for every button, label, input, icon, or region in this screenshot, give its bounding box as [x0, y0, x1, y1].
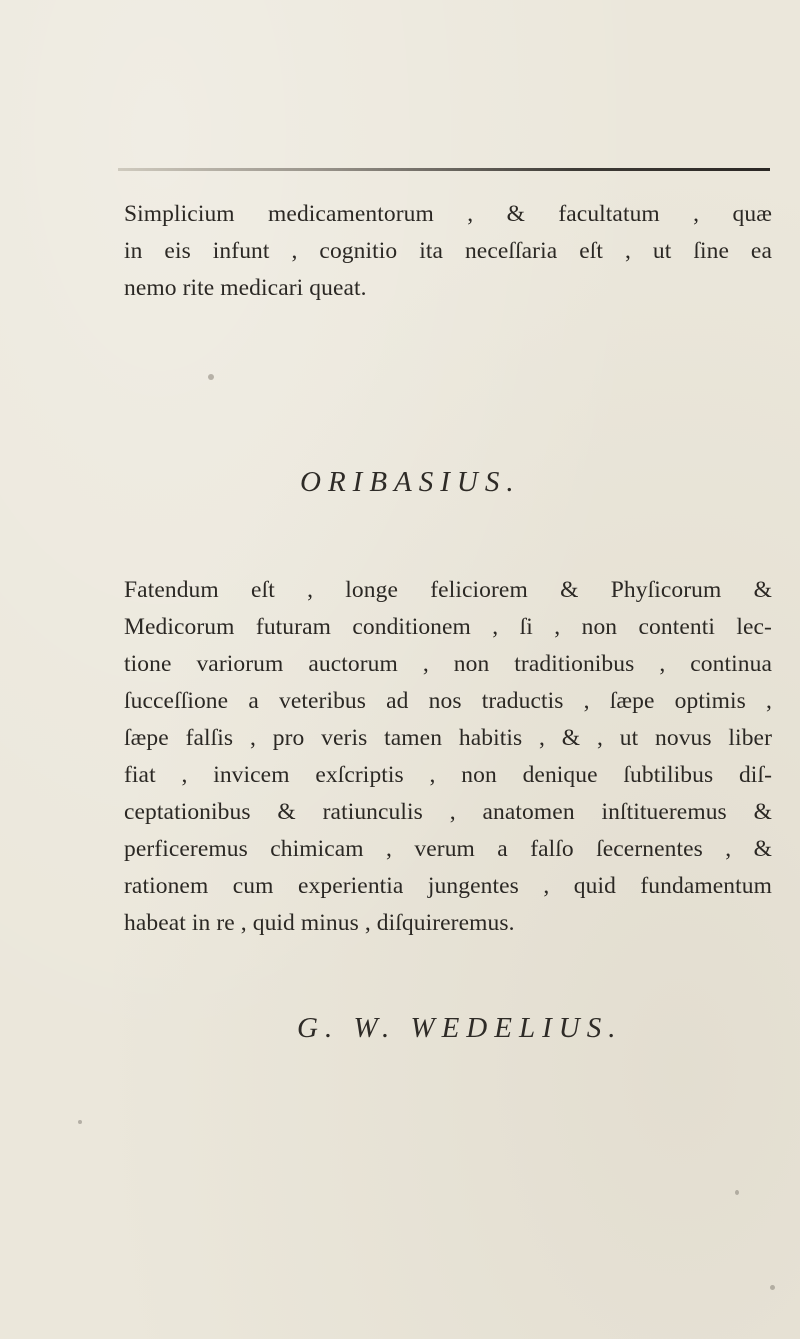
- author-wedelius: G. W. WEDELIUS.: [297, 1012, 623, 1044]
- paper-speck: [735, 1190, 739, 1195]
- paper-speck: [78, 1120, 82, 1124]
- quote-line: ſucceſſione a veteribus ad nos traductis , ſæpe optimis ,: [124, 688, 772, 714]
- quote-line: Medicorum futuram conditionem , ſi , non contenti lec-: [124, 614, 772, 640]
- quote-line: fiat , invicem exſcriptis , non denique ſubtilibus diſ-: [124, 762, 772, 788]
- author-oribasius: ORIBASIUS.: [300, 466, 521, 498]
- quote-line: Fatendum eſt , longe feliciorem & Phyſicorum &: [124, 577, 772, 603]
- quote-line: ſæpe falſis , pro veris tamen habitis , & , ut novus liber: [124, 725, 772, 751]
- quote-line: rationem cum experientia jungentes , quid fundamentum: [124, 873, 772, 899]
- quote-line: nemo rite medicari queat.: [124, 275, 367, 301]
- quote-line: tione variorum auctorum , non traditionibus , continua: [124, 651, 772, 677]
- paper-speck: [208, 374, 214, 380]
- quote-line: perficeremus chimicam , verum a falſo ſecernentes , &: [124, 836, 772, 862]
- quote-wedelius: [124, 572, 772, 942]
- quote-oribasius: [124, 196, 772, 307]
- paper-speck: [770, 1285, 775, 1290]
- header-rule: [118, 168, 770, 171]
- quote-line: ceptationibus & ratiunculis , anatomen inſtitueremus &: [124, 799, 772, 825]
- quote-line: Simplicium medicamentorum , & facultatum , quæ: [124, 201, 772, 227]
- quote-line: habeat in re , quid minus , diſquireremus.: [124, 910, 515, 936]
- quote-line: in eis infunt , cognitio ita neceſſaria eſt , ut ſine ea: [124, 238, 772, 264]
